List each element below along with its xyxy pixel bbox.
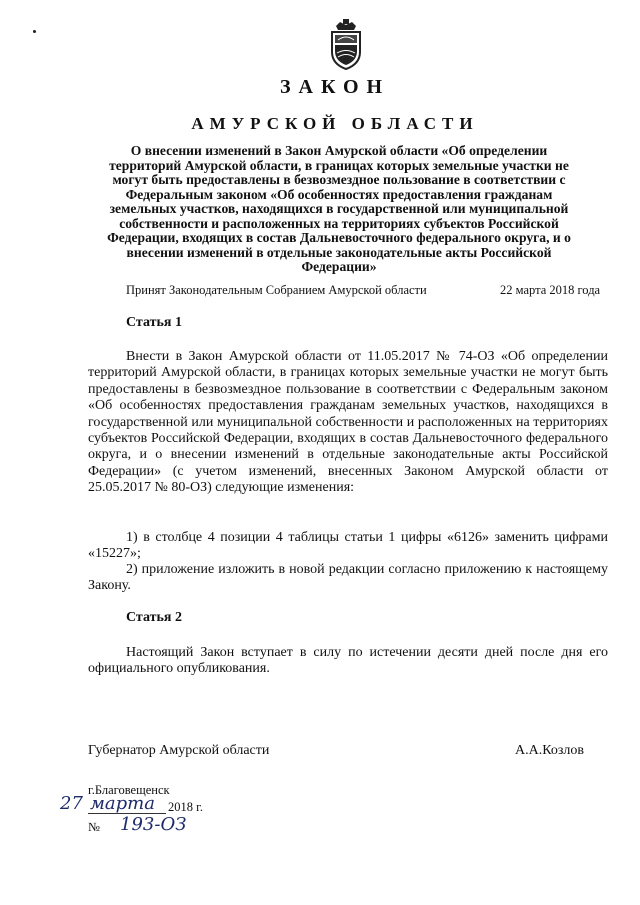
adoption-authority: Принят Законодательным Собранием Амурской области (126, 283, 427, 297)
date-year: 2018 г. (168, 800, 203, 814)
handwritten-day: 27 (60, 793, 83, 814)
law-number (88, 814, 288, 838)
handwritten-month: марта (90, 793, 155, 814)
law-subject: О внесении изменений в Закон Амурской области «Об определении территорий Амурской области, в границах которых земельные участки не могут быть предоставлены в безвозмездное пользование в соответствии с Федеральным законом «Об особенностях предоставления гражданам земельных участков, находящихся в государственной или муниципальной собственности и расположенных на территориях субъектов Российской Федерации, входящих в состав Дальневосточного федерального округа, и о внесении изменений в отдельные законодательные акты Российской Федерации» (107, 143, 571, 274)
scan-speck (33, 30, 36, 33)
signatory-position: Губернатор Амурской области (88, 743, 270, 758)
region-title: АМУРСКОЙ ОБЛАСТИ (191, 114, 479, 133)
adoption-date: 22 марта 2018 года (500, 283, 601, 297)
article-1-intro: Внести в Закон Амурской области от 11.05.2017 № 74-ОЗ «Об определении территорий Амурской области, в границах которых земельные участки не могут быть предоставлены в безвозмездное пользование в соответствии с Федеральным законом «Об особенностях предоставления гражданам земельных участков, находящихся в государственной или муниципальной собственности и расположенных на территориях субъектов Российской Федерации, входящих в состав Дальневосточного федерального округа, и о внесении изменений в отдельные законодательные акты Российской Федерации» (с учетом изменений, внесенных Законом Амурской области от 25.05.2017 № 80-ОЗ) следующие изменения: (88, 349, 608, 496)
article-1-item-1: 1) в столбце 4 позиции 4 таблицы статьи 1 цифры «6126» заменить цифрами «15227»; (88, 530, 608, 562)
article-2-text: Настоящий Закон вступает в силу по истечении десяти дней после дня его официального опубликования. (88, 645, 608, 677)
signing-city: г.Благовещенск (88, 783, 170, 797)
handwritten-number: 193-ОЗ (120, 814, 187, 835)
article-1-item-2: 2) приложение изложить в новой редакции согласно приложению к настоящему Закону. (88, 562, 608, 594)
coat-of-arms-icon (326, 18, 366, 70)
signatory-name: А.А.Козлов (515, 743, 584, 758)
article-1-heading: Статья 1 (126, 315, 182, 330)
document-title: ЗАКОН (279, 76, 391, 98)
article-2-heading: Статья 2 (126, 610, 182, 625)
number-label: № (88, 820, 100, 834)
